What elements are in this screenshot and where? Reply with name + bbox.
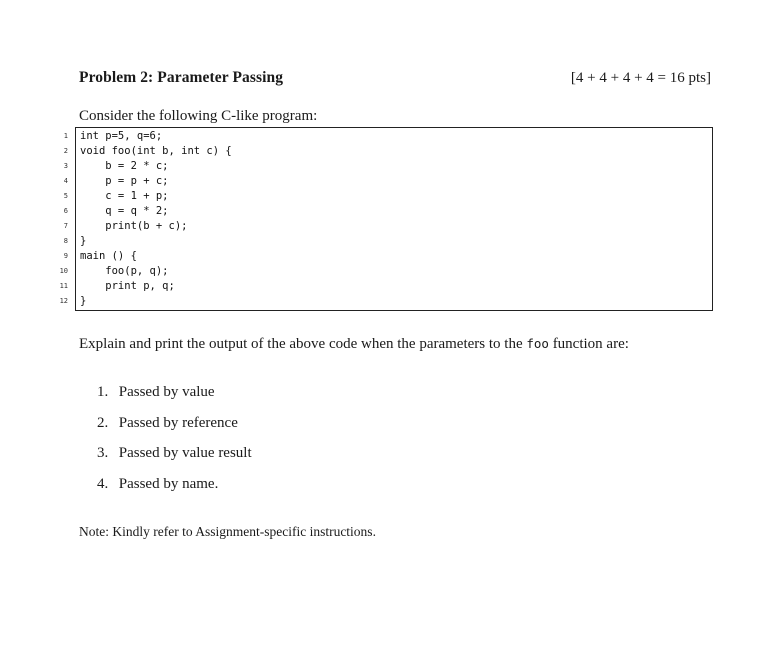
code-line: c = 1 + p; bbox=[80, 190, 169, 202]
line-number: 4 bbox=[63, 177, 68, 185]
code-line: void foo(int b, int c) { bbox=[80, 145, 232, 157]
code-line: } bbox=[80, 235, 87, 247]
list-item bbox=[97, 414, 252, 445]
item-text: Passed by name. bbox=[118, 475, 219, 492]
item-number: 2. bbox=[97, 414, 109, 431]
code-line: print(b + c); bbox=[80, 220, 188, 232]
line-number: 7 bbox=[63, 222, 68, 230]
question-text bbox=[79, 336, 629, 353]
parts-list bbox=[97, 383, 252, 505]
code-line: main () { bbox=[80, 250, 137, 262]
code-line: foo(p, q); bbox=[80, 265, 169, 277]
question-before: Explain and print the output of the above code when the parameters to the bbox=[79, 336, 527, 352]
line-number: 11 bbox=[59, 282, 68, 290]
intro-text: Consider the following C-like program: bbox=[79, 108, 318, 124]
item-number: 4. bbox=[97, 475, 109, 492]
question-after: function are: bbox=[548, 336, 629, 352]
line-number: 6 bbox=[63, 207, 68, 215]
list-item bbox=[97, 444, 252, 475]
list-item bbox=[97, 475, 252, 506]
line-number: 5 bbox=[63, 192, 68, 200]
note-text: Note: Kindly refer to Assignment-specific instructions. bbox=[79, 524, 376, 539]
item-text: Passed by value result bbox=[118, 445, 252, 461]
code-line: b = 2 * c; bbox=[80, 160, 169, 172]
code-line: q = q * 2; bbox=[80, 205, 169, 217]
code-line: print p, q; bbox=[80, 280, 175, 292]
line-number: 3 bbox=[63, 162, 68, 170]
item-number: 1. bbox=[97, 384, 109, 400]
line-number: 1 bbox=[63, 132, 68, 140]
code-listing bbox=[80, 129, 232, 309]
line-number: 10 bbox=[59, 267, 68, 275]
line-numbers bbox=[52, 129, 68, 309]
line-number: 8 bbox=[63, 237, 68, 245]
code-line: p = p + c; bbox=[80, 175, 169, 187]
points-breakdown: [4 + 4 + 4 + 4 = 16 pts] bbox=[570, 70, 711, 86]
problem-title: Problem 2: Parameter Passing bbox=[79, 69, 284, 86]
line-number: 9 bbox=[63, 252, 68, 260]
line-number: 12 bbox=[59, 297, 68, 305]
line-number: 2 bbox=[63, 147, 68, 155]
item-text: Passed by reference bbox=[118, 414, 238, 431]
code-line: } bbox=[80, 295, 87, 307]
function-name: foo bbox=[526, 336, 549, 351]
item-number: 3. bbox=[97, 445, 109, 461]
code-line: int p=5, q=6; bbox=[80, 130, 163, 142]
list-item bbox=[97, 383, 252, 414]
item-text: Passed by value bbox=[118, 384, 215, 400]
